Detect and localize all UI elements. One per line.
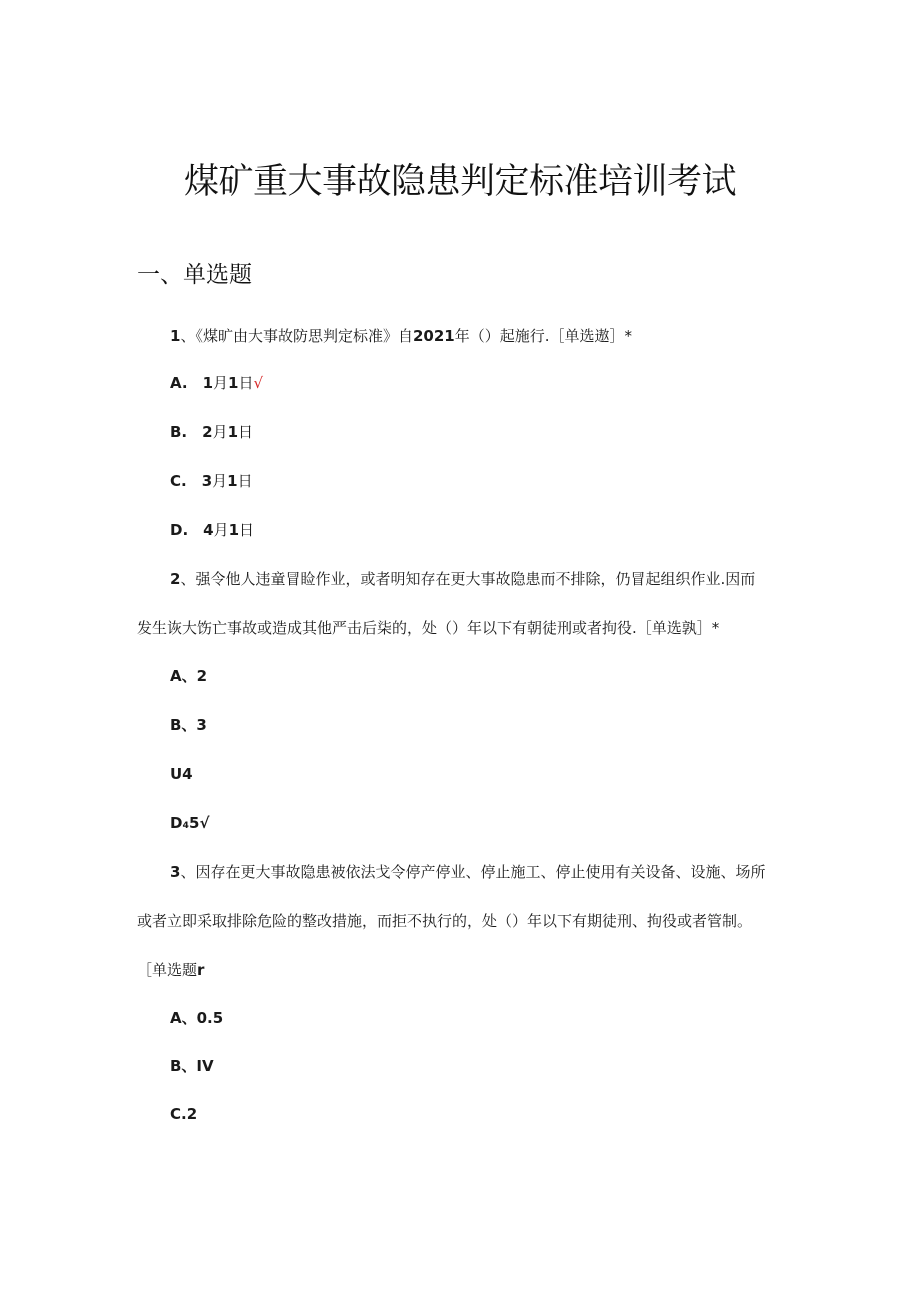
option-text: D₄5 — [170, 814, 200, 832]
question-number: 3 — [170, 863, 181, 881]
question-2 — [170, 569, 755, 589]
question-number: 2 — [170, 570, 181, 588]
option-day-unit: 日 — [238, 374, 254, 392]
option-label: D. — [170, 521, 189, 539]
option-label: C. — [170, 472, 187, 490]
option-1c[interactable] — [170, 471, 253, 491]
option-label: A. — [170, 374, 188, 392]
option-month: 2 — [202, 423, 213, 441]
option-month: 1 — [202, 374, 214, 392]
option-day: 1 — [227, 423, 239, 441]
option-2b[interactable]: B、3 — [170, 716, 207, 734]
option-month-unit: 月 — [213, 521, 229, 539]
option-3b[interactable]: B、IV — [170, 1057, 214, 1075]
question-2-continued: 发生诙大饬亡事故或造成其他严击后柒的，处（）年以下有朝徒刑或者拘役.［单选孰］* — [137, 619, 720, 637]
page-title: 煤矿重大事故隐患判定标准培训考试 — [183, 162, 736, 202]
question-1 — [170, 326, 632, 346]
option-2c[interactable]: U4 — [170, 765, 193, 783]
option-month: 3 — [201, 472, 213, 490]
question-3 — [170, 862, 765, 882]
question-type: ［单选题 — [137, 961, 198, 979]
option-2a[interactable]: A、2 — [170, 667, 208, 685]
option-day-unit: 日 — [237, 472, 253, 490]
option-1b[interactable] — [170, 422, 253, 442]
option-month-unit: 月 — [212, 472, 228, 490]
question-year: 2021 — [412, 327, 455, 345]
correct-answer-mark: √ — [199, 814, 210, 832]
option-3c[interactable]: C.2 — [170, 1105, 198, 1123]
question-number: 1 — [170, 327, 181, 345]
correct-answer-mark: √ — [253, 374, 264, 392]
option-day: 1 — [228, 521, 240, 539]
option-day: 1 — [227, 472, 238, 490]
option-label: B. — [170, 423, 188, 441]
option-2d[interactable] — [170, 813, 209, 833]
option-1d[interactable] — [170, 520, 254, 540]
question-3-type-label — [137, 960, 204, 980]
section-heading: 一、单选题 — [137, 262, 252, 288]
option-day-unit: 日 — [238, 423, 254, 441]
question-text: 、强令他人违童冒睑作业，或者明知存在更大事故隐患而不排除，仍冒起组织作业.因而 — [180, 570, 756, 588]
question-text-tail: 年（）起施行.［单选遨］* — [454, 327, 632, 345]
option-1a[interactable] — [170, 373, 263, 393]
question-type-tail: r — [197, 961, 205, 979]
question-text: 、《煤旷由大事故防思判定标准》自 — [180, 327, 413, 345]
question-3-continued: 或者立即采取排除危险的整改措施，而拒不执行的，处（）年以下有期徒刑、拘役或者管制。 — [137, 912, 753, 930]
option-day-unit: 日 — [239, 521, 255, 539]
option-day: 1 — [228, 374, 239, 392]
option-month-unit: 月 — [212, 423, 228, 441]
question-text: 、因存在更大事故隐患被依法戈令停产停业、停止施工、停止使用有关设备、设施、场所 — [180, 863, 766, 881]
option-month: 4 — [203, 521, 214, 539]
option-month-unit: 月 — [213, 374, 229, 392]
option-3a[interactable]: A、0.5 — [170, 1009, 224, 1027]
